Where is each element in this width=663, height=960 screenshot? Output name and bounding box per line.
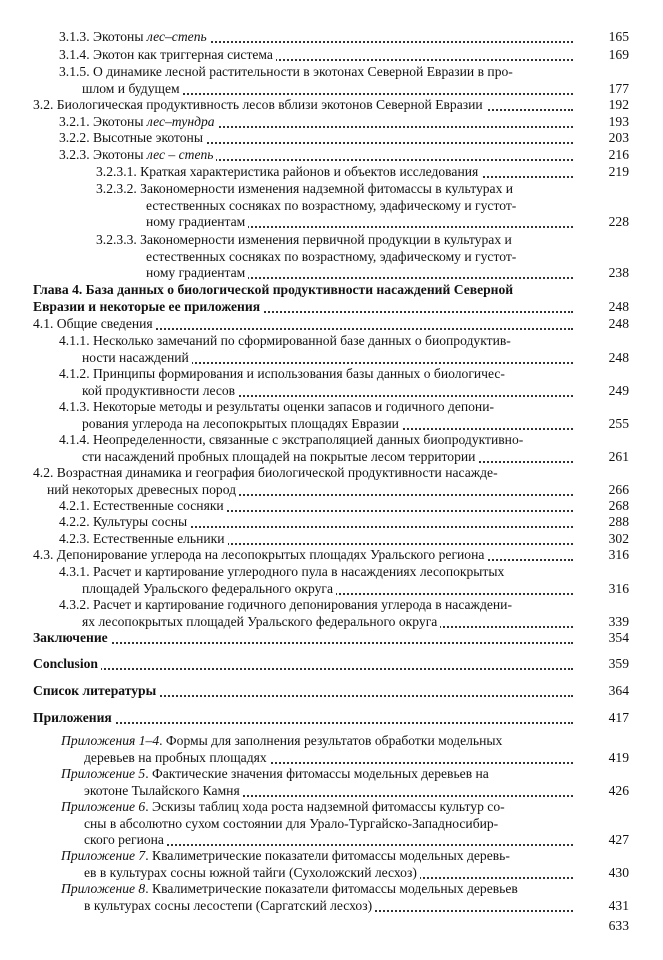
toc-entry-continuation [84, 816, 501, 832]
entry-text: 3.1.4. Экотон как триггерная система [59, 47, 273, 62]
toc-page-number: 302 [608, 531, 629, 546]
entry-text: ному градиентам [146, 265, 246, 280]
toc-entry-continuation [47, 482, 239, 498]
toc-page-number: 419 [608, 749, 629, 765]
toc-page-number: 165 [608, 29, 629, 44]
toc-entry-title [59, 130, 206, 146]
italic-text: Приложение 6 [61, 799, 146, 814]
toc-page-number: 268 [608, 498, 629, 513]
entry-text: шлом и будущем [82, 80, 180, 96]
toc-entry-continuation [146, 265, 248, 281]
entry-text: ний некоторых древесных пород [47, 481, 237, 497]
entry-text: естественных сосняках по возрастному, эдафическому и густот- [146, 197, 517, 213]
toc-page-number: 219 [608, 164, 629, 179]
toc-entry-continuation [84, 898, 375, 914]
entry-text: ному градиентам [146, 214, 246, 229]
entry-text: . Квалиметрические показатели фитомассы модельных деревьев [145, 881, 518, 896]
entry-text: Евразии и некоторые ее приложения [33, 298, 261, 314]
toc-entry-title [61, 766, 492, 782]
toc-entry-title [59, 114, 218, 130]
entry-text: . Эскизы таблиц хода роста надземной фитомассы культур со- [145, 799, 505, 814]
entry-text: . Формы для заполнения результатов обработки модельных [159, 733, 503, 748]
toc-entry-title [59, 531, 228, 547]
entry-text: 4.2. Возрастная динамика и география биологической продуктивности насажде- [33, 465, 498, 480]
toc-entry-title [59, 366, 508, 382]
toc-entry-title [33, 630, 111, 646]
toc-entry-title [59, 29, 210, 45]
italic-text: лес – степь [146, 147, 214, 162]
toc-page-number: 249 [608, 382, 629, 398]
page-number: 633 [608, 918, 629, 933]
toc-entry-title [33, 282, 516, 298]
toc-entry-title [59, 432, 526, 448]
toc-entry-continuation [82, 81, 183, 97]
toc-entry-continuation [146, 198, 519, 214]
italic-text: Приложение 5 [61, 766, 146, 781]
toc-page-number: 169 [608, 47, 629, 62]
toc-page-number: 261 [608, 448, 629, 464]
toc-page-number: 430 [608, 864, 629, 880]
toc-entry-title [33, 547, 487, 563]
toc-entry-continuation [84, 832, 167, 848]
entry-text: 4.1.4. Неопределенности, связанные с экстраполяцией данных биопродуктивно- [59, 432, 524, 447]
entry-text: . Фактические значения фитомассы модельных деревьев на [145, 766, 489, 781]
entry-text: 4.3.1. Расчет и картирование углеродного пула в насаждениях лесопокрытых [59, 564, 505, 579]
toc-page-number: 238 [608, 265, 629, 280]
entry-text: Заключение [33, 630, 108, 645]
toc-page-number: 203 [608, 130, 629, 145]
entry-text: ского региона [84, 832, 164, 847]
toc-entry-title [33, 316, 156, 332]
italic-text: лес–степь [146, 29, 207, 44]
toc-entry-title [59, 64, 516, 80]
entry-text: ев в культурах сосны южной тайги (Сухоложский лесхоз) [84, 864, 417, 880]
entry-text: Приложения [33, 710, 112, 725]
toc-entry-continuation [82, 383, 238, 399]
dot-leader [33, 642, 573, 644]
entry-text: Список литературы [33, 683, 157, 698]
entry-text: 3.2.3.3. Закономерности изменения первичной продукции в культурах и [96, 232, 512, 247]
toc-page-number: 427 [608, 832, 629, 847]
toc-page-number: 364 [608, 683, 629, 698]
entry-text: 4.1.2. Принципы формирования и использования базы данных о биологичес- [59, 366, 505, 381]
entry-text: 3.2.3.1. Краткая характеристика районов и объектов исследования [96, 164, 479, 179]
entry-text: 3.1.3. Экотоны [59, 29, 147, 44]
toc-entry-title [59, 147, 216, 163]
entry-text: 3.2.1. Экотоны [59, 114, 147, 129]
toc-entry-continuation [82, 416, 402, 432]
toc-entry-title [61, 848, 513, 864]
toc-page-number: 248 [608, 349, 629, 365]
entry-text: 4.1. Общие сведения [33, 316, 153, 331]
entry-text: 4.3. Депонирование углерода на лесопокрытых площадях Уральского региона [33, 547, 485, 562]
entry-text: 4.1.3. Некоторые методы и результаты оценки запасов и годичного депони- [59, 399, 494, 414]
toc-entry-title [59, 564, 507, 580]
toc-page-number: 228 [608, 214, 629, 229]
toc-page-number: 266 [608, 481, 629, 497]
entry-text: деревьев на пробных площадях [84, 749, 267, 765]
toc-entry-title [96, 181, 516, 197]
dot-leader [33, 668, 573, 670]
toc-entry-continuation [82, 350, 192, 366]
toc-entry-title [33, 683, 159, 699]
toc-entry-continuation [82, 581, 336, 597]
toc-page-number: 177 [608, 80, 629, 96]
entry-text: ях лесопокрытых площадей Уральского федерального округа [82, 613, 438, 629]
entry-text: рования углерода на лесопокрытых площадях Евразии [82, 415, 399, 431]
toc-page-number: 359 [608, 656, 629, 671]
toc-page-number: 248 [608, 298, 629, 314]
toc-page-number: 354 [608, 630, 629, 645]
entry-text: Глава 4. База данных о биологической продуктивности насаждений Северной [33, 282, 514, 297]
entry-text: ности насаждений [82, 349, 189, 365]
toc-entry-continuation [146, 249, 519, 265]
toc-page-number: 216 [608, 147, 629, 162]
toc-page-number: 193 [608, 114, 629, 129]
entry-text: сны в абсолютно сухом состоянии для Урало-Тургайско-Западносибир- [84, 815, 499, 831]
toc-page-number: 431 [608, 897, 629, 913]
entry-text: 3.2.3.2. Закономерности изменения надземной фитомассы в культурах и [96, 181, 514, 196]
toc-entry-title [59, 597, 515, 613]
toc-entry-title [33, 465, 501, 481]
toc-page-number: 255 [608, 415, 629, 431]
toc-entry-title [59, 333, 514, 349]
toc-page-number: 192 [608, 97, 629, 112]
toc-page-number: 339 [608, 613, 629, 629]
entry-text: естественных сосняках по возрастному, эдафическому и густот- [146, 248, 517, 264]
toc-entry-title [59, 514, 190, 530]
entry-text: 3.2. Биологическая продуктивность лесов вблизи экотонов Северной Евразии [33, 97, 483, 112]
entry-text: 4.2.3. Естественные ельники [59, 531, 225, 546]
entry-text: сти насаждений пробных площадей на покрытые лесом территории [82, 448, 476, 464]
toc-entry-title [59, 399, 497, 415]
entry-text: площадей Уральского федерального округа [82, 580, 333, 596]
entry-text: экотоне Тылайского Камня [84, 782, 240, 798]
toc-page-number: 426 [608, 782, 629, 798]
italic-text: Приложение 7 [61, 848, 146, 863]
entry-text: 4.1.1. Несколько замечаний по сформированной базе данных о биопродуктив- [59, 333, 511, 348]
toc-entry-continuation [33, 299, 263, 315]
toc-entry-title [96, 232, 515, 248]
entry-text: кой продуктивности лесов [82, 382, 236, 398]
toc-entry-title [33, 710, 115, 726]
toc-entry-continuation [84, 750, 270, 766]
toc-entry-continuation [146, 214, 248, 230]
entry-text: 3.1.5. О динамике лесной растительности в экотонах Северной Евразии в про- [59, 64, 513, 79]
toc-entry-title [96, 164, 481, 180]
entry-text: Conclusion [33, 656, 98, 671]
toc-page-number: 316 [608, 580, 629, 596]
italic-text: Приложения 1–4 [61, 733, 160, 748]
toc-page-number: 417 [608, 710, 629, 725]
entry-text: 4.3.2. Расчет и картирование годичного депонирования углерода в насаждени- [59, 597, 512, 612]
entry-text: . Квалиметрические показатели фитомассы модельных деревь- [145, 848, 510, 863]
entry-text: в культурах сосны лесостепи (Саргатский лесхоз) [84, 897, 373, 913]
italic-text: лес–тундра [146, 114, 215, 129]
entry-text: 4.2.1. Естественные сосняки [59, 498, 224, 513]
toc-entry-title [61, 799, 508, 815]
toc-entry-continuation [84, 865, 420, 881]
toc-entry-title [61, 733, 505, 749]
entry-text: 4.2.2. Культуры сосны [59, 514, 188, 529]
toc-entry-continuation [82, 449, 478, 465]
entry-text: 3.2.2. Высотные экотоны [59, 130, 203, 145]
toc-page-number: 248 [608, 316, 629, 331]
toc-entry-title [33, 656, 101, 672]
toc-entry-title [61, 881, 521, 897]
toc-entry-title [33, 97, 486, 113]
toc-page-number: 316 [608, 547, 629, 562]
toc-page-number: 288 [608, 514, 629, 529]
toc-entry-continuation [84, 783, 243, 799]
toc-entry-title [59, 47, 276, 63]
entry-text: 3.2.3. Экотоны [59, 147, 147, 162]
toc-entry-title [59, 498, 227, 514]
italic-text: Приложение 8 [61, 881, 146, 896]
toc-entry-continuation [82, 614, 440, 630]
